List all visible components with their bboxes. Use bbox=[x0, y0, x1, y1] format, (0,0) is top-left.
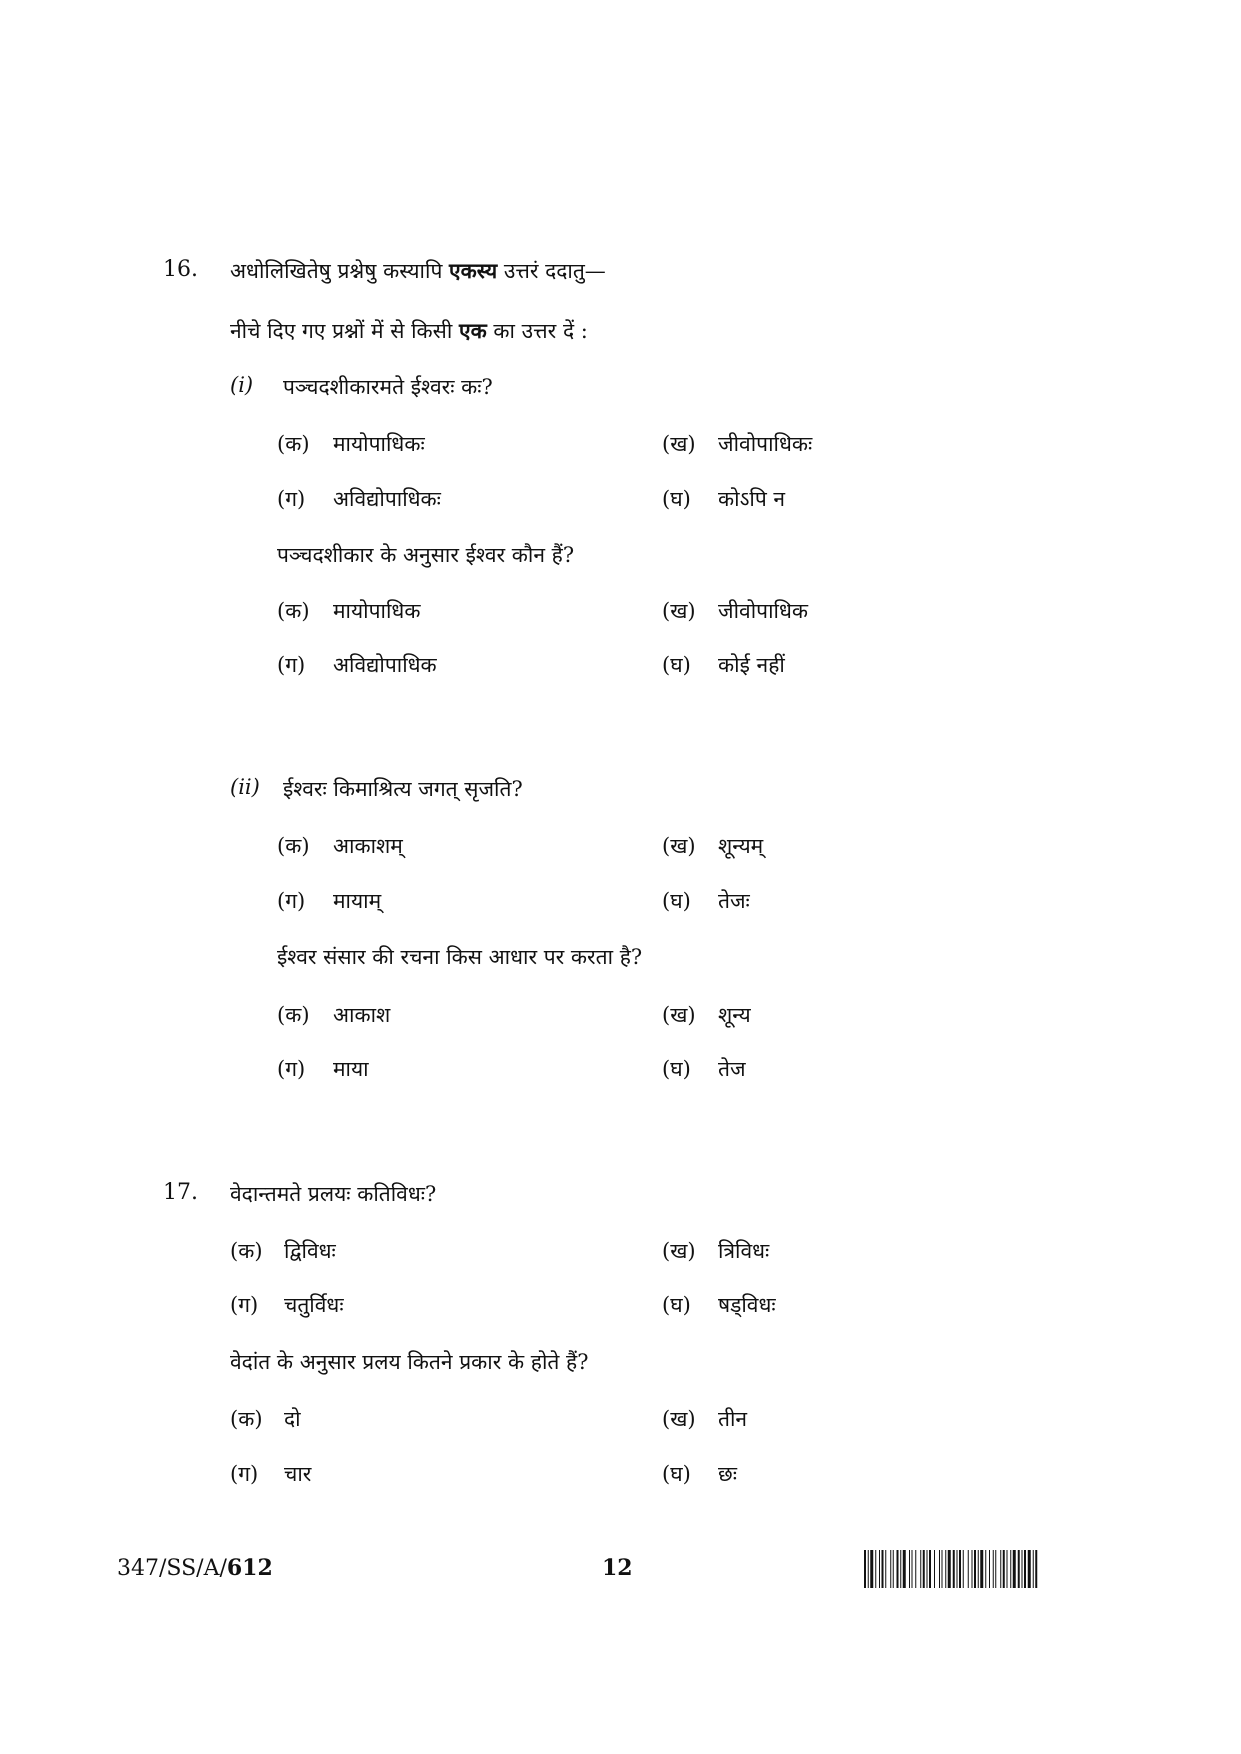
option-label: (घ) bbox=[662, 487, 691, 511]
option-label: (ग) bbox=[277, 487, 306, 511]
part-ii-label: (ii) bbox=[230, 775, 260, 799]
option-text: द्विविधः bbox=[284, 1239, 336, 1263]
option-text: मायोपाधिक bbox=[333, 599, 421, 623]
option-text: अविद्योपाधिक bbox=[333, 653, 437, 677]
option-label: (ख) bbox=[662, 1003, 696, 1027]
option-label: (ग) bbox=[277, 889, 306, 913]
option-text: दो bbox=[284, 1407, 301, 1431]
option-label: (ख) bbox=[662, 1239, 696, 1263]
option-label: (घ) bbox=[662, 653, 691, 677]
instruction-bold: एकस्य bbox=[449, 258, 498, 283]
option-text: शून्यम् bbox=[718, 834, 764, 858]
option-label: (ग) bbox=[230, 1462, 259, 1486]
option-text: त्रिविधः bbox=[718, 1239, 770, 1263]
option-text: छः bbox=[718, 1462, 737, 1486]
option-label: (ग) bbox=[230, 1293, 259, 1317]
part-ii-hindi-question: ईश्वर संसार की रचना किस आधार पर करता है? bbox=[277, 945, 643, 969]
option-text: तेजः bbox=[718, 889, 750, 913]
option-label: (घ) bbox=[662, 1057, 691, 1081]
option-label: (क) bbox=[277, 599, 310, 623]
option-text: चार bbox=[284, 1462, 312, 1486]
question-16-instruction bbox=[230, 257, 606, 285]
option-text: जीवोपाधिकः bbox=[718, 432, 813, 456]
hindi-instruction-bold: एक bbox=[459, 318, 487, 343]
option-label: (ख) bbox=[662, 599, 696, 623]
instruction-text: अधोलिखितेषु प्रश्नेषु कस्यापि bbox=[230, 259, 450, 283]
option-label: (क) bbox=[277, 834, 310, 858]
paper-code-prefix: 347/SS/A/ bbox=[117, 1556, 227, 1581]
page-number: 12 bbox=[602, 1555, 633, 1581]
option-text: माया bbox=[333, 1057, 369, 1081]
option-label: (घ) bbox=[662, 889, 691, 913]
paper-code bbox=[117, 1555, 273, 1581]
part-ii-question: ईश्वरः किमाश्रित्य जगत् सृजति? bbox=[283, 777, 523, 801]
hindi-instruction-text: नीचे दिए गए प्रश्नों में से किसी bbox=[230, 319, 459, 343]
option-label: (ग) bbox=[277, 653, 306, 677]
option-label: (घ) bbox=[662, 1462, 691, 1486]
question-17-hindi-text: वेदांत के अनुसार प्रलय कितने प्रकार के होते हैं? bbox=[230, 1350, 589, 1374]
option-label: (ख) bbox=[662, 432, 696, 456]
option-text: अविद्योपाधिकः bbox=[333, 487, 441, 511]
option-text: कोऽपि न bbox=[718, 487, 786, 511]
part-i-hindi-question: पञ्चदशीकार के अनुसार ईश्वर कौन हैं? bbox=[277, 543, 575, 567]
option-text: तेज bbox=[718, 1057, 746, 1081]
part-i-label: (i) bbox=[230, 373, 254, 397]
option-label: (ख) bbox=[662, 1407, 696, 1431]
barcode-image bbox=[864, 1550, 1123, 1588]
part-i-question: पञ्चदशीकारमते ईश्वरः कः? bbox=[283, 375, 493, 399]
question-16-hindi-instruction bbox=[230, 317, 588, 345]
option-text: षड्विधः bbox=[718, 1293, 776, 1317]
instruction-text-end: उत्तरं ददातु— bbox=[497, 259, 606, 283]
option-text: जीवोपाधिक bbox=[718, 599, 808, 623]
option-text: कोई नहीं bbox=[718, 653, 785, 677]
option-label: (क) bbox=[230, 1239, 263, 1263]
paper-code-number: 612 bbox=[226, 1555, 273, 1581]
option-label: (ग) bbox=[277, 1057, 306, 1081]
option-label: (घ) bbox=[662, 1293, 691, 1317]
option-label: (क) bbox=[230, 1407, 263, 1431]
option-text: आकाशम् bbox=[333, 834, 403, 858]
option-label: (ख) bbox=[662, 834, 696, 858]
option-text: तीन bbox=[718, 1407, 748, 1431]
question-17-number: 17. bbox=[163, 1180, 198, 1205]
option-text: आकाश bbox=[333, 1003, 391, 1027]
question-17-text: वेदान्तमते प्रलयः कतिविधः? bbox=[230, 1182, 437, 1206]
option-text: चतुर्विधः bbox=[284, 1293, 344, 1317]
hindi-instruction-text-end: का उत्तर दें : bbox=[486, 319, 588, 343]
option-text: मायोपाधिकः bbox=[333, 432, 425, 456]
question-16-number: 16. bbox=[163, 257, 198, 282]
option-label: (क) bbox=[277, 432, 310, 456]
option-text: मायाम् bbox=[333, 889, 382, 913]
option-text: शून्य bbox=[718, 1003, 751, 1027]
option-label: (क) bbox=[277, 1003, 310, 1027]
